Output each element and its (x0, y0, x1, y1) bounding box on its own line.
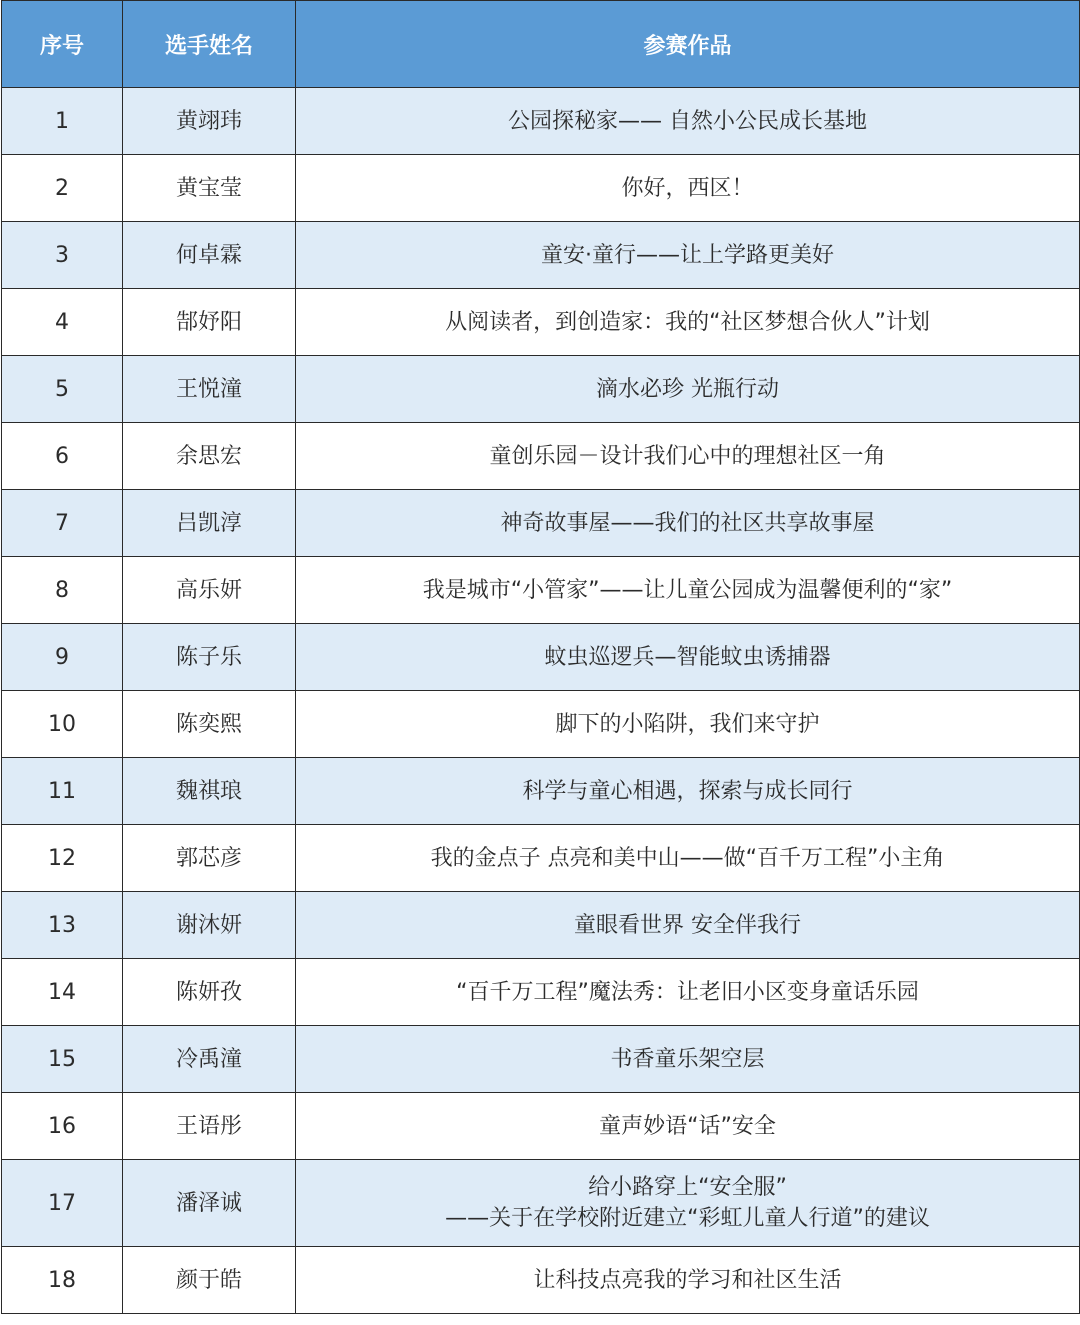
work-title-line: 滴水必珍 光瓶行动 (596, 376, 779, 402)
work-title-line: 神奇故事屋——我们的社区共享故事屋 (500, 510, 875, 536)
table-body (2, 88, 1080, 1314)
work-title-line: 公园探秘家—— 自然小公民成长基地 (508, 108, 867, 134)
work-title (296, 624, 1080, 691)
contestant-name: 王语彤 (123, 1093, 296, 1160)
work-title (296, 557, 1080, 624)
contestant-name: 魏祺琅 (123, 758, 296, 825)
header-work: 参赛作品 (296, 1, 1080, 88)
work-title (296, 88, 1080, 155)
contestant-name: 郜妤阳 (123, 289, 296, 356)
work-title (296, 825, 1080, 892)
row-index: 10 (2, 691, 123, 758)
table-row (2, 825, 1080, 892)
work-title (296, 691, 1080, 758)
header-index: 序号 (2, 1, 123, 88)
work-title (296, 289, 1080, 356)
work-title-line: 蚊虫巡逻兵—智能蚊虫诱捕器 (544, 644, 831, 670)
table-row (2, 959, 1080, 1026)
row-index: 12 (2, 825, 123, 892)
contestant-name: 冷禹潼 (123, 1026, 296, 1093)
work-title-line: ——关于在学校附近建立“彩虹儿童人行道”的建议 (445, 1206, 930, 1231)
row-index: 2 (2, 155, 123, 222)
work-title (296, 423, 1080, 490)
contestant-name: 黄宝莹 (123, 155, 296, 222)
contestant-name: 谢沐妍 (123, 892, 296, 959)
contestant-name: 陈奕熙 (123, 691, 296, 758)
row-index: 13 (2, 892, 123, 959)
contestant-name: 郭芯彦 (123, 825, 296, 892)
work-title (296, 222, 1080, 289)
contestant-name: 陈子乐 (123, 624, 296, 691)
contestant-name: 余思宏 (123, 423, 296, 490)
contestant-name: 何卓霖 (123, 222, 296, 289)
table-row (2, 691, 1080, 758)
work-title-line: 童创乐园－设计我们心中的理想社区一角 (489, 443, 886, 469)
contestant-name: 吕凯淳 (123, 490, 296, 557)
row-index: 15 (2, 1026, 123, 1093)
work-title-line: 书香童乐架空层 (610, 1046, 765, 1072)
work-title (296, 155, 1080, 222)
row-index: 5 (2, 356, 123, 423)
work-title (296, 1026, 1080, 1093)
table-row (2, 490, 1080, 557)
work-title-line: 童声妙语“话”安全 (599, 1113, 776, 1139)
work-title (296, 490, 1080, 557)
work-title (296, 1160, 1080, 1247)
work-title-line: 给小路穿上“安全服” (588, 1175, 787, 1200)
work-title-line: 脚下的小陷阱，我们来守护 (555, 711, 820, 737)
work-title-line: 我的金点子 点亮和美中山——做“百千万工程”小主角 (430, 845, 945, 871)
row-index: 11 (2, 758, 123, 825)
work-title (296, 892, 1080, 959)
contestant-name: 陈妍孜 (123, 959, 296, 1026)
table-row (2, 892, 1080, 959)
table-row (2, 1247, 1080, 1314)
work-title-line: 让科技点亮我的学习和社区生活 (533, 1267, 842, 1293)
contestant-name: 潘泽诚 (123, 1160, 296, 1247)
table-row (2, 758, 1080, 825)
row-index: 16 (2, 1093, 123, 1160)
table-row (2, 624, 1080, 691)
table-row (2, 88, 1080, 155)
header-row (2, 1, 1080, 88)
work-title (296, 1247, 1080, 1314)
row-index: 6 (2, 423, 123, 490)
row-index: 17 (2, 1160, 123, 1247)
header-name: 选手姓名 (123, 1, 296, 88)
table-row (2, 1160, 1080, 1247)
contestant-table (1, 0, 1080, 1314)
table-row (2, 1093, 1080, 1160)
row-index: 14 (2, 959, 123, 1026)
work-title (296, 356, 1080, 423)
work-title-line: 童眼看世界 安全伴我行 (574, 912, 801, 938)
work-title (296, 758, 1080, 825)
row-index: 9 (2, 624, 123, 691)
work-title-line: 科学与童心相遇，探索与成长同行 (522, 778, 853, 804)
work-title (296, 959, 1080, 1026)
table-row (2, 222, 1080, 289)
work-title-line: 你好，西区！ (621, 175, 754, 201)
table-row (2, 289, 1080, 356)
row-index: 3 (2, 222, 123, 289)
table-row (2, 557, 1080, 624)
table-row (2, 1026, 1080, 1093)
work-title (296, 1093, 1080, 1160)
row-index: 1 (2, 88, 123, 155)
contestant-name: 王悦潼 (123, 356, 296, 423)
work-title-line: 童安·童行——让上学路更美好 (541, 242, 834, 268)
table-row (2, 155, 1080, 222)
contestant-name: 颜于皓 (123, 1247, 296, 1314)
work-title-line: 从阅读者，到创造家：我的“社区梦想合伙人”计划 (445, 309, 930, 335)
row-index: 8 (2, 557, 123, 624)
contestant-name: 黄翊玮 (123, 88, 296, 155)
row-index: 18 (2, 1247, 123, 1314)
work-title-line: “百千万工程”魔法秀：让老旧小区变身童话乐园 (456, 979, 919, 1005)
row-index: 4 (2, 289, 123, 356)
contestant-name: 高乐妍 (123, 557, 296, 624)
table-row (2, 423, 1080, 490)
work-title-line: 我是城市“小管家”——让儿童公园成为温馨便利的“家” (422, 577, 953, 603)
row-index: 7 (2, 490, 123, 557)
table-row (2, 356, 1080, 423)
